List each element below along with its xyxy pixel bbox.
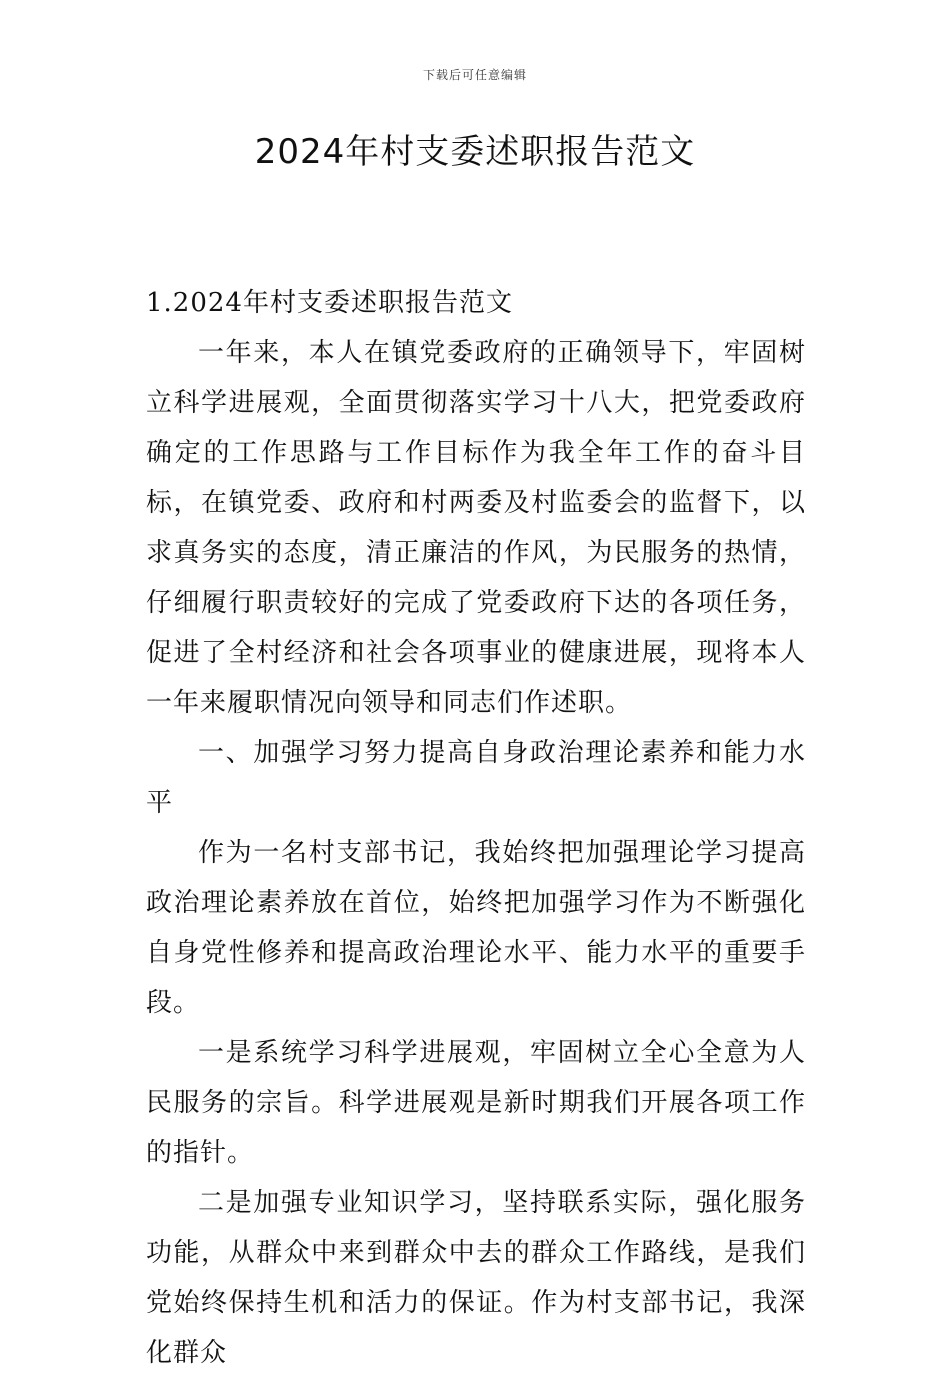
- document-body: [146, 278, 806, 1378]
- paragraph-intro: 一年来，本人在镇党委政府的正确领导下，牢固树立科学进展观，全面贯彻落实学习十八大，把党委政府确定的工作思路与工作目标作为我全年工作的奋斗目标，在镇党委、政府和村两委及村监委会的监督下，以求真务实的态度，清正廉洁的作风，为民服务的热情，仔细履行职责较好的完成了党委政府下达的各项任务，促进了全村经济和社会各项事业的健康进展，现将本人一年来履职情况向领导和同志们作述职。: [146, 338, 806, 718]
- subheading-study: 一、加强学习努力提高自身政治理论素养和能力水平: [146, 738, 806, 818]
- section-heading: 1.2024年村支委述职报告范文: [146, 288, 513, 318]
- paragraph-point-one: 一是系统学习科学进展观，牢固树立全心全意为人民服务的宗旨。科学进展观是新时期我们开展各项工作的指针。: [146, 1038, 806, 1168]
- document-title: 2024年村支委述职报告范文: [254, 132, 696, 172]
- paragraph-point-two: 二是加强专业知识学习，坚持联系实际，强化服务功能，从群众中来到群众中去的群众工作路线，是我们党始终保持生机和活力的保证。作为村支部书记，我深化群众: [146, 1188, 806, 1368]
- header-note: 下载后可任意编辑: [422, 68, 527, 82]
- paragraph-study: 作为一名村支部书记，我始终把加强理论学习提高政治理论素养放在首位，始终把加强学习作为不断强化自身党性修养和提高政治理论水平、能力水平的重要手段。: [146, 838, 806, 1018]
